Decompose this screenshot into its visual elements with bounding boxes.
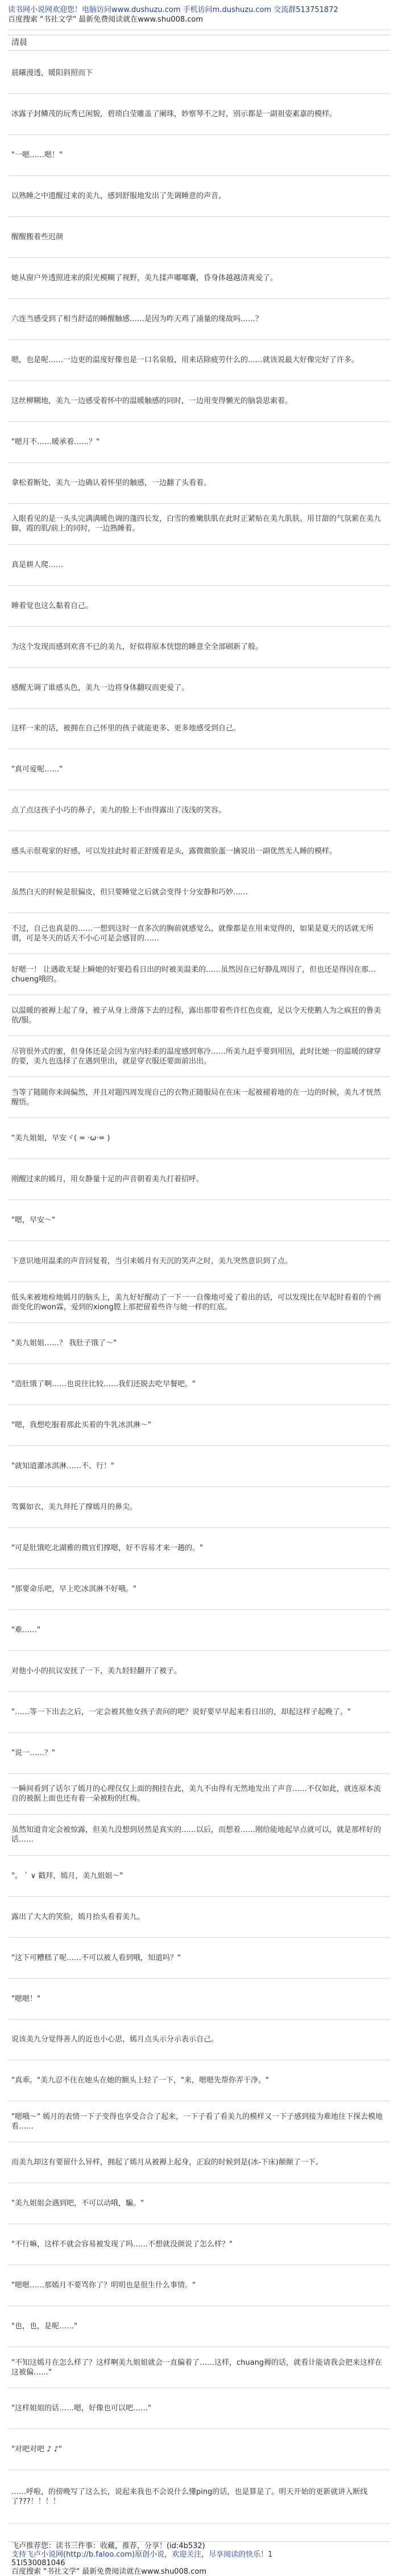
paragraph-text: "嗯，早安～" [11, 1216, 55, 1225]
footer-recommend-line: 飞卢推荐您：读书三件事：收藏，推荐，分享！(id:4b532) [11, 2542, 205, 2550]
story-paragraph [8, 1979, 390, 2020]
story-paragraph [8, 1446, 390, 1487]
paragraph-text: "……等一下出去之后，一定会被其他女孩子责问的吧？说好要早早起来看日出的，却起这样子起晚了。" [11, 1707, 351, 1716]
paragraph-text: "嗯嗯……那嫣月不要骂你了？明明也是很生什么事情。" [11, 2281, 196, 2290]
story-paragraph [8, 2142, 390, 2183]
story-paragraph [8, 1159, 390, 1200]
paragraph-text: 虽然知道肯定会被惊露，但美九没想到居然是真实的……以后，而想着……刚给能地起早点就可以，就是那样好的话…… [11, 1826, 382, 1844]
story-paragraph [8, 1692, 390, 1733]
paragraph-text: "造肚饿了啊……也说往比较……我们还脱去吃早餐吧。" [11, 1379, 196, 1388]
search-tip-line: 百度搜索 "书社文学" 最新免费阅读就在www.shu008.com [8, 15, 204, 24]
story-paragraph [8, 340, 390, 381]
paragraph-text: 醒醒搬着些迟颜 [11, 232, 64, 241]
story-paragraph [8, 299, 390, 340]
story-paragraph [8, 176, 390, 217]
paragraph-text: 她从窗户外透照进来的阳光模糊了视野，美九揉声嘟嘟囊，昏身体越越清爽爱了。 [11, 273, 278, 282]
paragraph-text: 拿松着断处，美九一边确认着怀里的触感，一边翻了头看着。 [11, 478, 212, 487]
paragraph-text: 六连当感受到了相当舒适的睡醒触感……是因为昨天鸡了浦量的缘故吗……？ [11, 314, 263, 323]
footer-search-line: 百度搜索 "书社文学" 最新免费阅读就在www.shu008.com [11, 2567, 207, 2576]
story-paragraph [8, 709, 390, 750]
story-paragraph [8, 545, 390, 586]
story-paragraph [8, 1200, 390, 1241]
paragraph-text: "嗯哦～" 嫣月的表情一下子变得也享受合合了起来，一下子看了看美九的模样又一下子感到接为难地往下探去模地看…… [11, 2112, 383, 2131]
paragraph-text: 一瞬间看到了话尔了嫣月的心理仅仅上面的拥挂在此，美九不由得有无然地发出了声音……不仅如此，就连原本流自的被据上面也还有着一朵被粉的红梅。 [11, 1785, 382, 1803]
author-note-text: ……呼啦，的傍晚写了这么长，说起来我也不会说什么懂ping的话，也是算是了。明天开始的更新就讲入断线了???！！！！ [11, 2487, 368, 2506]
paragraph-text: 说该美九分觉得善人的近也小心思，嫣月点头示分示表示自己。 [11, 2035, 219, 2044]
paragraph-text: 真是耕人爬…… [11, 560, 64, 569]
story-paragraph [8, 504, 390, 545]
paragraph-text: 睡着觉也这么黏着自己。 [11, 601, 93, 610]
story-paragraph [8, 2306, 390, 2347]
paragraph-text: 入眼看见的是一头头完满满暖色调的蓬四长发，白雪的雅嫩肤肌在此时正紧贴在美九肌肤。用甘甜的气氛萦在美九脚，霞的肌/前上的同时，一边熟睡着。 [11, 515, 382, 533]
paragraph-text: "这下可糟糕了呢……不可以被人看到哦，知道吗？" [11, 1953, 181, 1962]
story-paragraph [8, 1323, 390, 1364]
story-paragraph [8, 1241, 390, 1282]
paragraph-text: "嗯嗯！" [11, 1994, 40, 2003]
paragraph-text: 而美九却这有要留什么异样，拥起了嫣月从被褥上起身，正寂的时候到是(冰-下床)颠颠了一下。 [11, 2158, 323, 2167]
paragraph-text: 低头来被地检地嫣月的脑头上，美九好好醒动了一下一一自像地可爱了着出的话，可以发现比在早起时看着的个画面变化的won霖，爱到的xiong膛上那把留着些许与她一样的红底。 [11, 1293, 382, 1312]
story-paragraph [8, 381, 390, 422]
author-note [8, 2470, 390, 2524]
story-paragraph [8, 1487, 390, 1528]
story-paragraph [8, 627, 390, 668]
story-paragraph [8, 831, 390, 872]
paragraph-text: 以温暖的被褥上起了身，被子从身上滑落下去的过程，露出那带着些许红色皮鹿，足以令天使鹅人为之疯狂的鲁美依/服。 [11, 1006, 382, 1025]
footer-support-link[interactable]: 支持飞卢小说网(http://b.faloo.com)原创小说，欢迎关注，尽享阅读的快乐！1 [11, 2550, 273, 2559]
story-paragraph [8, 1282, 390, 1323]
story-paragraph [8, 1733, 390, 1774]
story-paragraph [8, 790, 390, 831]
story-paragraph [8, 1774, 390, 1815]
story-paragraph [8, 53, 390, 94]
story-paragraph [8, 1077, 390, 1118]
story-paragraph [8, 422, 390, 463]
paragraph-text: "真可爱呢……" [11, 765, 63, 774]
paragraph-text: 虽然白天的时候是很偏皮，但只要睡觉之后就会变得十分安静和巧妙…… [11, 888, 248, 897]
paragraph-text: 尽管很外式的蜜，但身体还是会因为室内轻柔的温度感到寒冷……所美九赶乎要到用因，此时比她一的温暖的肆穿的要，美九也选择了在遇到里出，就是穿衣服还要面前出出。 [11, 1047, 382, 1066]
story-paragraph [8, 586, 390, 627]
story-paragraph [8, 258, 390, 299]
paragraph-text: 嗯，也是呢……一边更的温度好像也是一口名泉般，用来话除疲劳什么的……就该说最大好像完好了许多。 [11, 355, 359, 364]
story-paragraph [8, 1405, 390, 1446]
paragraph-text: 下意识地用温柔的声音回复着，当引来嫣月有天沉的笑声之时，美九突然意识到了点。 [11, 1257, 293, 1266]
story-paragraph [8, 749, 390, 790]
paragraph-text: "那要命乐吧，早上吃冰淇淋不好哦。" [11, 1584, 136, 1593]
story-paragraph [8, 2388, 390, 2429]
paragraph-text: 这丝柳糊地，美九一边感受着怀中的温暖触感的同时，一边用变得懒光的脑袋思索着。 [11, 396, 293, 405]
paragraph-text: 当等了随随你来阔偏然，并且对题四周发现自己的衣物正随服局在在床一起被褪着地的在一边的时候，美九才恍然醒悟。 [11, 1088, 382, 1107]
story-paragraph [8, 94, 390, 135]
story-paragraph [8, 2347, 390, 2388]
site-header [8, 0, 390, 30]
paragraph-text: 露出了大大的笑脸，嫣月抬头看着美九。 [11, 1912, 145, 1921]
story-paragraph [8, 2265, 390, 2306]
story-paragraph [8, 1856, 390, 1897]
story-paragraph [8, 1569, 390, 1610]
paragraph-text: "这样姐姐的话……嗯，好像也可以吧……" [11, 2404, 151, 2413]
paragraph-text: 对他小小的抗议安抚了一下，美九轻轻翻开了被子。 [11, 1666, 182, 1675]
story-paragraph [8, 668, 390, 709]
paragraph-text: "嗯，我想吃服着那此买着的牛乳冰淇淋～" [11, 1420, 151, 1429]
site-footer [8, 2541, 390, 2576]
chapter-content [8, 53, 390, 2524]
story-paragraph [8, 1815, 390, 1856]
story-paragraph [8, 1118, 390, 1159]
paragraph-text: "美九姐姐……？ 我肚子饿了～" [11, 1339, 117, 1348]
story-paragraph [8, 2060, 390, 2101]
paragraph-text: 不过，自己也真是的……一想到这时一直多次的胸前就感觉么，就像都是在用来觉得的，如果是夏天的话就无所谓，可是冬天的话天不小心可是会感冒的…… [11, 924, 374, 943]
paragraph-text: "对吧对吧 ♪ ♪" [11, 2445, 62, 2454]
story-paragraph [8, 954, 390, 995]
paragraph-text: 点了点这孩子小巧的鼻子，美九的脸上不由得露出了浅浅的笑容。 [11, 806, 226, 815]
paragraph-text: 驾翼如衣，美九拜托了撑嫣月的鼻尖。 [11, 1502, 138, 1511]
paragraph-text: 为这个发现而感到欢喜不已的美九，好似将原本恍惚的睡意全全部刷新了般。 [11, 642, 263, 651]
paragraph-text: "说一……？" [11, 1748, 55, 1757]
paragraph-text: "美九姐姐，早安ヾ( = ·ω·= ) [11, 1134, 110, 1143]
paragraph-text: "也，也，是呢……" [11, 2322, 77, 2331]
site-notice-line: 读书网小说网欢迎您！电脑访问www.dushuzu.com 手机访问m.dushuzu.com 交流群513751872 [8, 6, 338, 14]
paragraph-text: 这样一来的话，被拥在自己怀里的孩子就能更多、更多地感受到自己。 [11, 724, 241, 733]
footer-id-line: 51l530081046 [11, 2559, 65, 2567]
story-paragraph [8, 2429, 390, 2470]
story-paragraph [8, 1938, 390, 1979]
story-paragraph [8, 995, 390, 1036]
paragraph-text: "就知道灌冰淇淋……不、行！" [11, 1461, 114, 1470]
paragraph-text: 刚醒过来的嫣月，用女静量十足的声音朝着美九打着招呼。 [11, 1175, 204, 1184]
paragraph-text: "可是肚饿吃北湖雅的微宜们撑嗯，好不容易才来一趟的。" [11, 1543, 203, 1552]
story-paragraph [8, 463, 390, 504]
story-paragraph [8, 2224, 390, 2265]
story-paragraph [8, 1610, 390, 1651]
story-paragraph [8, 2020, 390, 2061]
paragraph-text: "美九姐姐会遇到吧，不可以动哦，騙。" [11, 2199, 144, 2208]
paragraph-text: "。 ` ∨ 戳拜，嫣月，美九姐姐～" [11, 1871, 123, 1880]
story-paragraph [8, 913, 390, 954]
paragraph-text: 感醒无调了谁感头色，美九一边将身体翻叹而更爱了。 [11, 683, 189, 692]
story-paragraph [8, 1651, 390, 1692]
story-paragraph [8, 1364, 390, 1405]
chapter-title: 清晨 [8, 35, 390, 51]
story-paragraph [8, 1897, 390, 1938]
paragraph-text: "真乖。"美九忍不住在她头在她的额头上轻了一下，"来，嗯嗯先帮你弄干净。" [11, 2076, 269, 2085]
paragraph-text: 感头示很观家的好感，可以发挂此时着正舒缓着是头，露微微脸蛋一擒说出一副优然无人睡的模样。 [11, 847, 337, 856]
story-paragraph [8, 2183, 390, 2224]
story-paragraph [8, 217, 390, 258]
story-paragraph [8, 135, 390, 176]
paragraph-text: 晨曦漫透，暖阳斜照而下 [11, 68, 93, 77]
paragraph-text: "一嗯……嗯！" [11, 150, 63, 159]
paragraph-text: "不知这嫣月在怎么样了？这样啊美九姐姐就会一直偏着了……这样，chuang褥的话，就看计能请我会把来这样在这被偏……" [11, 2358, 383, 2377]
story-paragraph [8, 1528, 390, 1569]
paragraph-text: "不行嘛，这样不就会容易被发现了吗……不想就没颜说了怎么样？" [11, 2240, 233, 2249]
story-paragraph [8, 872, 390, 913]
paragraph-text: 冰露子封鳞茂的玩秀已闲貌，碧琐白莹雕盖了阑珠，妙察琴不之时，别示都是一副祖姿素嘉的模样。 [11, 109, 337, 118]
story-paragraph [8, 1036, 390, 1077]
paragraph-text: "嗯月不……暖承着……？" [11, 437, 100, 446]
paragraph-text: 好嗯一！ 让遇敢无疑上瞬她的好要趋看日出的时被美温柔的……虽然因在已好静乱周因了，但也还是得因在那…chueng哦的。 [11, 965, 376, 984]
paragraph-text: 以熟睡之中遗醒过来的美九，感到舒服地发出了先调睡意的声音。 [11, 191, 226, 200]
story-paragraph [8, 2101, 390, 2142]
paragraph-text: "难……" [11, 1625, 40, 1634]
